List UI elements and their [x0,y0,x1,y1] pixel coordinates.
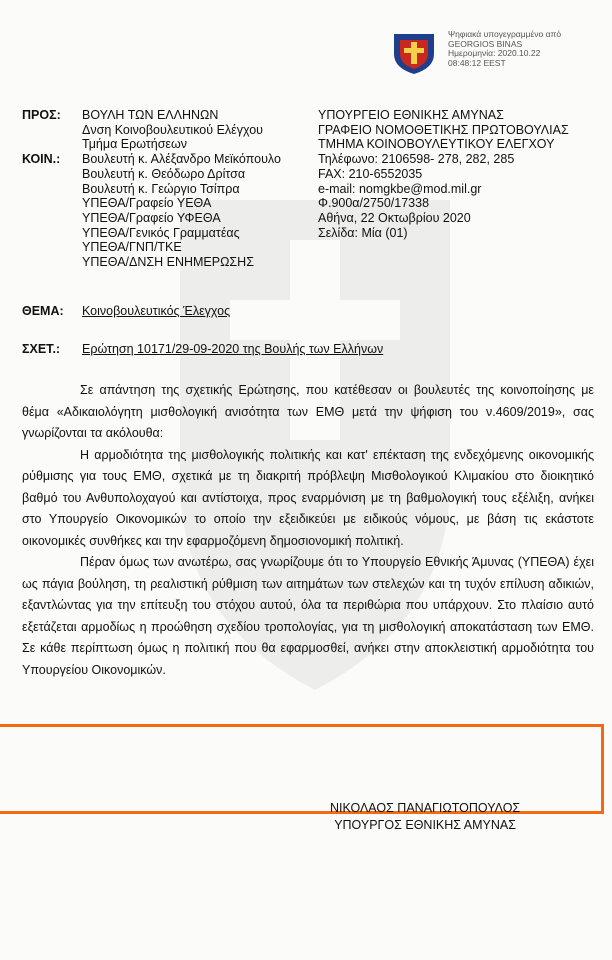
cc-label: ΚΟΙΝ.: [22,152,61,167]
sender-protocol: Φ.900α/2750/17338 [318,196,430,211]
signature-date: Ημερομηνία: 2020.10.22 [448,48,541,58]
signature-signer: GEORGIOS BINAS [448,38,523,49]
subject-label: ΘΕΜΑ: [22,304,64,318]
sender-date: Αθήνα, 22 Οκτωβρίου 2020 [318,210,471,225]
cc-line: ΥΠΕΘΑ/Γραφείο ΥΕΘΑ [82,196,212,211]
digital-signature-block [388,28,588,76]
body-paragraph: Σε απάντηση της σχετικής Ερώτησης, που κατέθεσαν οι βουλευτές της κοινοποίησης με θέμα «Αδικαιολόγητη μισθολογική ανισότητα των ΕΜΘ μετά την ψήφιση του ν.4609/2019», σας γνωρίζονται τα ακόλουθα: [22,383,594,440]
signer-name: ΝΙΚΟΛΑΟΣ ΠΑΝΑΓΙΩΤΟΠΟΥΛΟΣ [330,801,521,815]
subject-row [22,304,230,318]
letter-body [22,380,594,681]
signer-title: ΥΠΟΥΡΓΟΣ ΕΘΝΙΚΗΣ ΑΜΥΝΑΣ [334,818,516,832]
cc-line: ΥΠΕΘΑ/Γενικός Γραμματέας [82,225,240,240]
cc-line: Βουλευτή κ. Θεόδωρο Δρίτσα [82,166,246,181]
reference-label: ΣΧΕΤ.: [22,342,61,356]
cc-line: Βουλευτή κ. Γεώργιο Τσίπρα [82,181,240,196]
signature-line-1: Ψηφιακά υπογεγραμμένο από [448,29,562,39]
sender-fax: FAX: 210-6552035 [318,166,423,181]
sender-phone: Τηλέφωνο: 2106598- 278, 282, 285 [318,152,515,167]
sender-page: Σελίδα: Μία (01) [318,225,408,240]
sender-email: e-mail: nomgkbe@mod.mil.gr [318,181,482,196]
ministry-emblem-icon [388,28,440,76]
recipients [22,108,312,270]
to-row [22,108,312,152]
to-line: Τμήμα Ερωτήσεων [82,137,187,152]
subject-text: Κοινοβουλευτικός Έλεγχος [82,304,231,318]
sender-line: ΤΜΗΜΑ ΚΟΙΝΟΒΟΥΛΕΥΤΙΚΟΥ ΕΛΕΓΧΟΥ [318,137,555,152]
sender-line: ΥΠΟΥΡΓΕΙΟ ΕΘΝΙΚΗΣ ΑΜΥΝΑΣ [318,108,504,122]
cc-row [22,152,312,270]
reference-text: Ερώτηση 10171/29-09-2020 της Βουλής των Ελλήνων [82,342,384,356]
to-line: ΒΟΥΛΗ ΤΩΝ ΕΛΛΗΝΩΝ [82,108,219,122]
body-paragraph: Πέραν όμως των ανωτέρω, σας γνωρίζουμε ότι το Υπουργείο Εθνικής Άμυνας (ΥΠΕΘΑ) έχει ως πάγια βούληση, τη ρεαλιστική ρύθμιση των αιτημάτων των στελεχών και τη τυχόν επίλυση αδικιών, εξαντλώντας για την επίτευξη του στόχου αυτού, όλα τα περιθώρια που υπάρχουν. Στο πλαίσιο αυτό εξετάζεται αρμοδίως η προώθηση σχεδίου τροπολογίας, για τη μισθολογική αποκατάσταση των ΕΜΘ. Σε κάθε περίπτωση όμως η πολιτική που θα εφαρμοσθεί, ανήκει στην αποκλειστική αρμοδιότητα του Υπουργείου Οικονομικών. [22,555,594,677]
sender-line: ΓΡΑΦΕΙΟ ΝΟΜΟΘΕΤΙΚΗΣ ΠΡΩΤΟΒΟΥΛΙΑΣ [318,122,569,137]
to-line: Δνση Κοινοβουλευτικού Ελέγχου [82,122,263,137]
cc-line: ΥΠΕΘΑ/Γραφείο ΥΦΕΘΑ [82,210,221,225]
cc-line: ΥΠΕΘΑ/ΓΝΠ/ΤΚΕ [82,240,182,255]
cc-line: ΥΠΕΘΑ/ΔΝΣΗ ΕΝΗΜΕΡΩΣΗΣ [82,255,254,270]
body-paragraph: Η αρμοδιότητα της μισθολογικής πολιτικής και κατ' επέκταση της ενδεχόμενης οικονομικής ρύθμισης για τους ΕΜΘ, σχετικά με τη διακριτή πρόβλεψη Μισθολογικού Κλιμακίου στο διοικητικό βαθμό του Ανθυπολοχαγού και αντίστοιχα, προς εναρμόνιση με τη βαθμολογική τους εξέλιξη, ανήκει στο Υπουργείο Οικονομικών το οποίο την εξειδικεύει με ειδικούς νόμους, με βάση τις εκάστοτε οικονομικές συνθήκες και την εφαρμοζόμενη δημοσιονομική πολιτική. [22,447,594,548]
reference-row [22,342,383,356]
sender-info [318,108,608,240]
cc-line: Βουλευτή κ. Αλέξανδρο Μεϊκόπουλο [82,152,281,167]
to-label: ΠΡΟΣ: [22,108,61,122]
signer-block [330,800,520,834]
signature-time: 08:48:12 EEST [448,57,506,68]
